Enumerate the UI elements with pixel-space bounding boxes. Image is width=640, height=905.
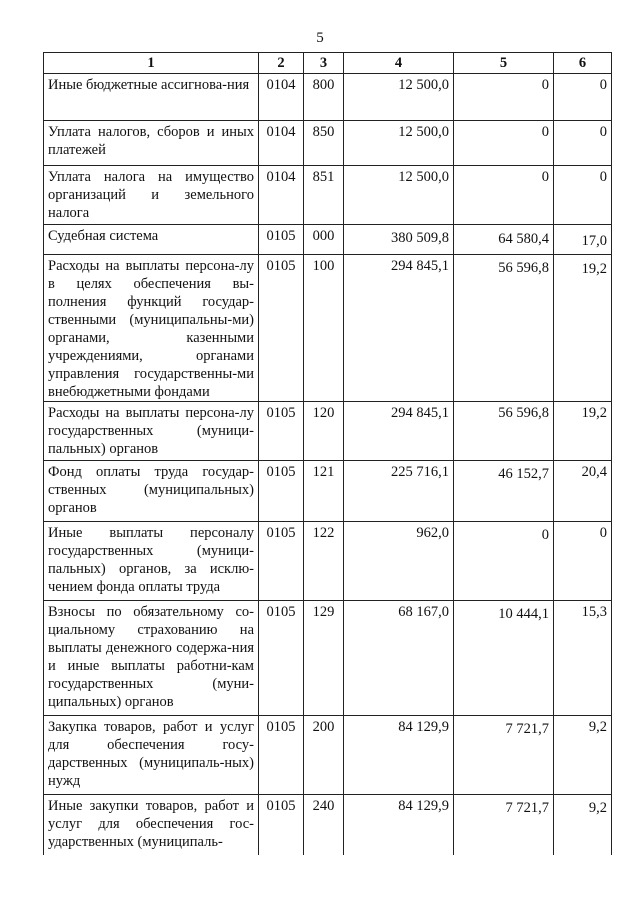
header-cell-2: 2 [259,53,304,74]
section-code: 0104 [259,166,304,225]
header-cell-6: 6 [554,53,612,74]
table-row [44,166,612,225]
expense-name: Иные закупки товаров, работ и услуг для обеспечения гос-ударственных (муниципаль- [44,795,259,856]
expense-type-code: 200 [304,716,344,795]
expense-name: Судебная система [44,225,259,255]
expense-name: Расходы на выплаты персона-лу в целях обеспечения вы-полнения функций государ-ственными (муниципальны-ми) органами, казенными учреждениями, органами управления государственны-ми внебюджетными фондами [44,255,259,402]
table-row [44,795,612,856]
table-row [44,74,612,121]
section-code: 0105 [259,716,304,795]
expense-name: Закупка товаров, работ и услуг для обеспечения госу-дарственных (муниципаль-ных) нужд [44,716,259,795]
expense-name: Иные бюджетные ассигнова-ния [44,74,259,121]
section-code: 0105 [259,601,304,716]
expense-type-code: 121 [304,461,344,522]
executed-amount: 10 444,1 [454,601,554,716]
expense-name: Иные выплаты персоналу государственных (муници-пальных) органов, за исклю-чением фонда оплаты труда [44,522,259,601]
plan-amount: 294 845,1 [344,402,454,461]
executed-amount: 7 721,7 [454,716,554,795]
header-row [44,53,612,74]
executed-amount: 0 [454,522,554,601]
plan-amount: 294 845,1 [344,255,454,402]
expense-type-code: 850 [304,121,344,166]
executed-amount: 0 [454,74,554,121]
plan-amount: 12 500,0 [344,121,454,166]
table-row [44,121,612,166]
expense-type-code: 800 [304,74,344,121]
expense-name: Уплата налогов, сборов и иных платежей [44,121,259,166]
expense-type-code: 122 [304,522,344,601]
execution-percent: 19,2 [554,402,612,461]
budget-table [43,52,612,855]
table-row [44,601,612,716]
execution-percent: 15,3 [554,601,612,716]
executed-amount: 0 [454,166,554,225]
header-cell-1: 1 [44,53,259,74]
execution-percent: 0 [554,522,612,601]
execution-percent: 20,4 [554,461,612,522]
section-code: 0105 [259,795,304,856]
header-cell-5: 5 [454,53,554,74]
executed-amount: 64 580,4 [454,225,554,255]
plan-amount: 962,0 [344,522,454,601]
executed-amount: 46 152,7 [454,461,554,522]
section-code: 0105 [259,255,304,402]
expense-type-code: 120 [304,402,344,461]
section-code: 0105 [259,522,304,601]
header-cell-4: 4 [344,53,454,74]
expense-type-code: 000 [304,225,344,255]
plan-amount: 12 500,0 [344,166,454,225]
table-row [44,716,612,795]
plan-amount: 12 500,0 [344,74,454,121]
executed-amount: 7 721,7 [454,795,554,856]
section-code: 0105 [259,402,304,461]
plan-amount: 84 129,9 [344,795,454,856]
executed-amount: 56 596,8 [454,402,554,461]
execution-percent: 9,2 [554,716,612,795]
expense-name: Взносы по обязательному со-циальному страхованию на выплаты денежного содержа-ния и иные выплаты работни-кам государственных (муни-ципальных) органов [44,601,259,716]
expense-name: Фонд оплаты труда государ-ственных (муниципальных) органов [44,461,259,522]
execution-percent: 19,2 [554,255,612,402]
execution-percent: 17,0 [554,225,612,255]
section-code: 0104 [259,121,304,166]
expense-type-code: 100 [304,255,344,402]
table-row [44,402,612,461]
expense-type-code: 240 [304,795,344,856]
section-code: 0104 [259,74,304,121]
execution-percent: 0 [554,121,612,166]
executed-amount: 0 [454,121,554,166]
header-cell-3: 3 [304,53,344,74]
section-code: 0105 [259,225,304,255]
table-row [44,461,612,522]
expense-type-code: 129 [304,601,344,716]
table-row [44,255,612,402]
table-row [44,225,612,255]
execution-percent: 0 [554,166,612,225]
plan-amount: 225 716,1 [344,461,454,522]
plan-amount: 380 509,8 [344,225,454,255]
expense-name: Расходы на выплаты персона-лу государственных (муници-пальных) органов [44,402,259,461]
execution-percent: 0 [554,74,612,121]
table-row [44,522,612,601]
expense-name: Уплата налога на имущество организаций и земельного налога [44,166,259,225]
executed-amount: 56 596,8 [454,255,554,402]
execution-percent: 9,2 [554,795,612,856]
page-number: 5 [316,30,324,46]
plan-amount: 84 129,9 [344,716,454,795]
section-code: 0105 [259,461,304,522]
expense-type-code: 851 [304,166,344,225]
plan-amount: 68 167,0 [344,601,454,716]
